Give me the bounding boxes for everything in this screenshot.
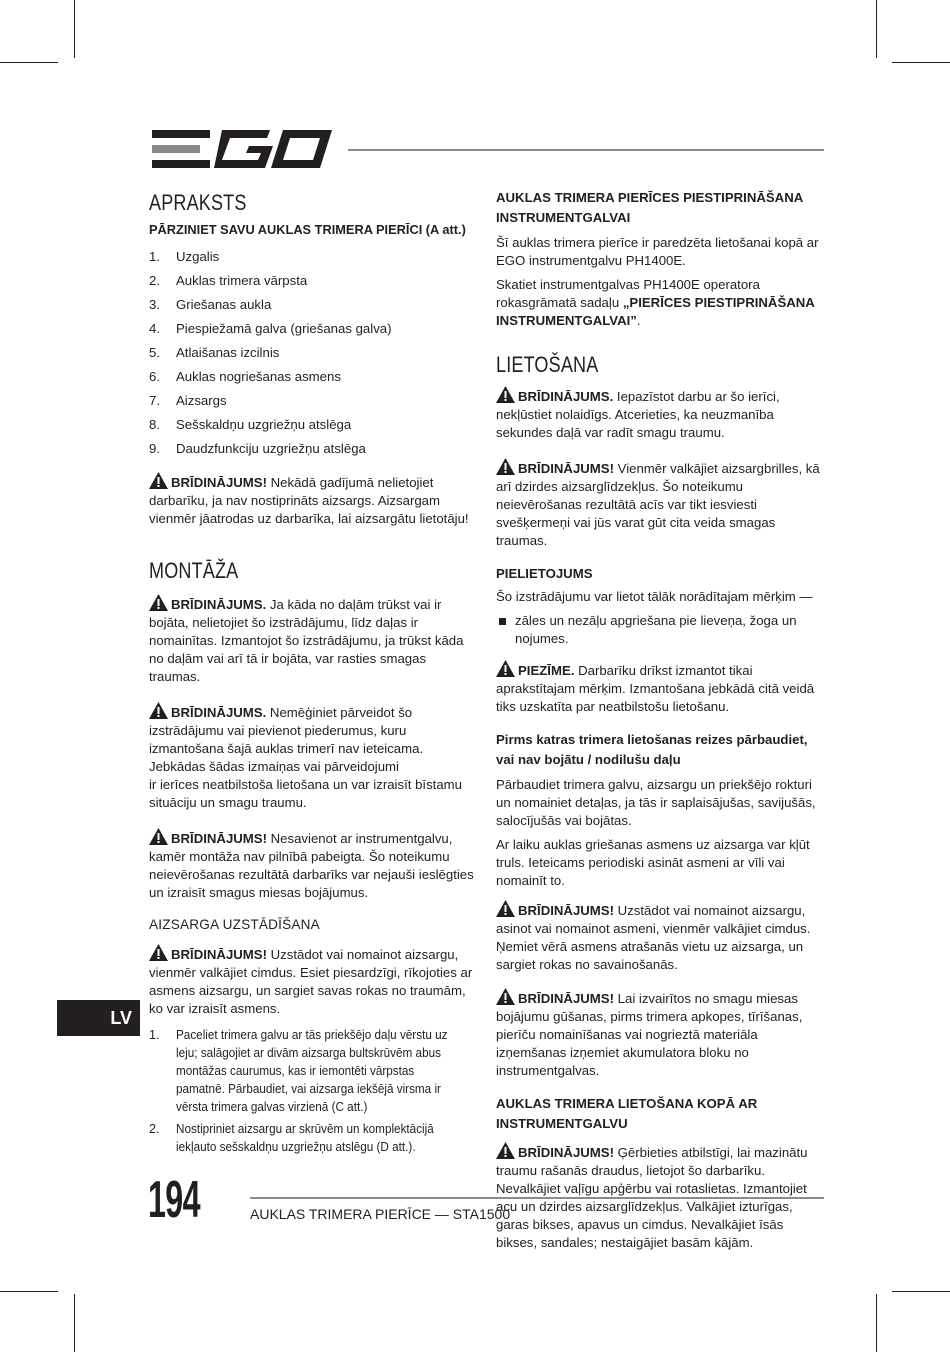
list-item-text: Atlaišanas izcilnis [176,345,280,360]
crop-mark [892,62,950,63]
list-item [149,296,474,314]
list-item [496,612,824,648]
paragraph: Ar laiku auklas griešanas asmens uz aizsarga var kļūt truls. Ieteicams periodiski asināt asmeni ar vīli vai nomainīt to. [496,837,810,888]
list-item-number: 3. [149,297,160,312]
warning-triangle-icon [496,900,515,917]
warning-label: BRĪDINĀJUMS! [171,831,267,846]
warning-triangle-icon [149,944,168,961]
list-item-text: Daudzfunkciju uzgriežņu atslēga [176,441,366,456]
warning-triangle-icon [496,988,515,1005]
warning-triangle-icon [149,472,168,489]
bullet-square-icon [499,618,506,625]
list-item-number: 5. [149,345,160,360]
install-steps [149,1026,474,1156]
section-title-montaza: MONTĀŽA [149,558,239,583]
subsection-title-kopa: AUKLAS TRIMERA LIETOŠANA KOPĀ AR INSTRUMENTGALVU [496,1096,758,1131]
list-item-number: 8. [149,417,160,432]
warning-paragraph [496,458,824,550]
warning-label: BRĪDINĀJUMS! [518,461,614,476]
list-item-number: 1. [149,249,160,264]
list-item-number: 9. [149,441,160,456]
list-item-text: Piespiežamā galva (griešanas galva) [176,321,392,336]
warning-text: Uzstādot vai nomainot aizsargu, vienmēr valkājiet cimdus. Esiet piesardzīgi, rīkojoties ar asmens aizsargu, un sargiet savas rokas no traumām, ko var izraisīt asmens. [149,947,473,1016]
section-title-piestiprinasana: AUKLAS TRIMERA PIERĪCES PIESTIPRINĀŠANA INSTRUMENTGALVAI [496,190,803,225]
step-text: Paceliet trimera galvu ar tās priekšējo daļu vērstu uz leju; salāgojiet ar divām aizsarga bultskrūvēm abus montāžas caurumus, kas ir iemontēti vārpstas pamatnē. Pārbaudiet, vai aizsarga iekšējā virsma ir vērsta trimera galvas virzienā (C att.) [176,1028,448,1114]
warning-triangle-icon [496,458,515,475]
footer-rule [250,1197,824,1199]
list-item-text: Auklas trimera vārpsta [176,273,308,288]
warning-text: Ģērbieties atbilstīgi, lai mazinātu traumu rašanās draudus, lietojot šo darbarīku. Nevalkājiet vaļīgu apģērbu vai rotaslietas. Izmantojiet acu un dzirdes aizsarglīdzekļus. Valkājiet izturīgas, garas bikses, apavus un cimdus. Nevalkājiet īsās bikses, sandales; nestaigājiet basām kājām. [496,1145,808,1250]
warning-text: Vienmēr valkājiet aizsargbrilles, kā arī dzirdes aizsarglīdzekļus. Šo noteikumu neievērošanas rezultātā acīs var tikt iesviesti svešķermeņi vai jūs varat gūt cita veida smagas traumas. [496,461,820,548]
subsection-title-aizsargs: AIZSARGA UZSTĀDĪŠANA [149,917,320,932]
crop-mark [74,0,75,58]
language-tab: LV [57,1000,140,1036]
warning-triangle-icon [496,386,515,403]
warning-text: Nesavienot ar instrumentgalvu, kamēr montāža nav pilnībā pabeigta. Šo noteikumu neievērošanas rezultātā darbarīks var nejauši ieslēgties un izraisīt smagus miesas bojājumus. [149,831,474,900]
list-item [149,320,474,338]
crop-mark [74,1294,75,1352]
list-item [149,248,474,266]
warning-text: Nekādā gadījumā nelietojiet darbarīku, ja nav nostiprināts aizsargs. Aizsargam vienmēr jāatrodas uz darbarīka, lai aizsargātu lietotāju! [149,475,469,526]
warning-label: BRĪDINĀJUMS! [171,475,267,490]
warning-label: BRĪDINĀJUMS! [518,903,614,918]
warning-paragraph [149,594,474,686]
text: . [636,313,641,328]
note-label: PIEZĪME. [518,663,575,678]
parts-list [149,248,474,458]
usage-list [496,612,824,648]
warning-triangle-icon [496,1142,515,1159]
crop-mark [892,1291,950,1292]
warning-text: Nemēģiniet pārveidot šo izstrādājumu vai pievienot piederumus, kuru izmantošana šajā auklas trimerī nav ieteicama. Jebkādas šādas izmaiņas vai pārveidojumi [149,705,424,774]
warning-label: BRĪDINĀJUMS! [171,947,267,962]
step-item [149,1026,474,1116]
left-column [149,190,474,1160]
footer-doc-title: AUKLAS TRIMERA PIERĪCE — STA1500 [250,1206,511,1222]
step-item [149,1120,474,1156]
note-text: Darbarīku drīkst izmantot tikai aprakstītajam mērķim. Izmantošana jebkādā citā veidā tiks uzskatīta par neatbilstošu lietošanu. [496,663,815,714]
warning-paragraph [149,472,474,528]
note-paragraph [496,660,824,716]
subtitle-parziniet: PĀRZINIET SAVU AUKLAS TRIMERA PIERĪCI (A att.) [149,222,466,237]
warning-label: BRĪDINĀJUMS. [518,389,614,404]
warning-paragraph [496,386,824,442]
section-title-lietosana: LIETOŠANA [496,352,599,377]
crop-mark [876,1294,877,1352]
crop-mark [0,62,58,63]
step-number: 2. [149,1122,160,1136]
warning-triangle-icon [149,702,168,719]
list-item-text: Uzgalis [176,249,220,264]
text: Skatiet instrumentgalvas PH1400E operatora rokasgrāmatā sadaļu [496,277,760,310]
paragraph: Šī auklas trimera pierīce ir paredzēta lietošanai kopā ar EGO instrumentgalvu PH1400E. [496,235,819,268]
warning-text: Uzstādot vai nomainot aizsargu, asinot vai nomainot asmeni, vienmēr valkājiet cimdus. Ņemiet vērā asmens atrašanās vietu uz aizsarga, un sargiet rokas no savainošanās. [496,903,811,972]
paragraph: Pārbaudiet trimera galvu, aizsargu un priekšējo rokturi un nomainiet detaļas, ja tās ir saplaisājušas, savijušās, salocījušās vai bojātas. [496,777,816,828]
subsection-title-pielietojums: PIELIETOJUMS [496,566,593,581]
warning-triangle-icon [496,660,515,677]
warning-text: Ja kāda no daļām trūkst vai ir bojāta, nelietojiet šo izstrādājumu, līdz daļas ir nomainītas. Izmantojot šo izstrādājumu, ja trūkst kāda no daļām vai arī tā ir bojāta, var rasties smagas traumas. [149,597,464,684]
ego-logo [150,128,332,170]
warning-triangle-icon [149,594,168,611]
step-number: 1. [149,1028,160,1042]
reference-section-name: „PIERĪCES PIESTIPRINĀŠANA INSTRUMENTGALVAI” [496,295,815,328]
list-item [149,344,474,362]
step-text: Nostipriniet aizsargu ar skrūvēm un komplektācijā iekļauto sešskaldņu uzgriežņu atslēgu (D att.). [176,1122,434,1154]
warning-text: Lai izvairītos no smagu miesas bojājumu gūšanas, pirms trimera apkopes, tīrīšanas, pierīču nomainīšanas vai nogrieztā materiāla izņemšanas izņemiet akumulatora bloku no instrumentgalvas. [496,991,803,1078]
list-item [149,368,474,386]
list-item-text: Sešskaldņu uzgriežņu atslēga [176,417,352,432]
section-title-apraksts: APRAKSTS [149,190,247,215]
warning-triangle-icon [149,828,168,845]
header-rule [348,149,824,151]
page-number: 194 [148,1171,200,1229]
paragraph-reference [496,276,824,330]
list-item-text: Griešanas aukla [176,297,272,312]
warning-paragraph [496,900,824,974]
list-item [149,416,474,434]
warning-paragraph [149,702,474,812]
warning-label: BRĪDINĀJUMS! [518,991,614,1006]
warning-text-continued: ir ierīces neatbilstoša lietošana un var izraisīt bīstamu situāciju un smagu traumu. [149,777,462,810]
list-item-text: Auklas nogriešanas asmens [176,369,341,384]
crop-mark [876,0,877,58]
right-column [496,188,824,1252]
paragraph: Šo izstrādājumu var lietot tālāk norādītajam mērķim — [496,589,813,604]
list-item-number: 7. [149,393,160,408]
list-item-text: Aizsargs [176,393,227,408]
warning-label: BRĪDINĀJUMS. [171,705,267,720]
list-item-number: 6. [149,369,160,384]
subsection-title-parbaude: Pirms katras trimera lietošanas reizes pārbaudiet, vai nav bojātu / nodilušu daļu [496,732,808,767]
crop-mark [0,1291,58,1292]
list-item [149,392,474,410]
warning-paragraph [149,944,474,1018]
warning-paragraph [149,828,474,902]
warning-text: Iepazīstot darbu ar šo ierīci, nekļūstiet nolaidīgs. Atcerieties, ka neuzmanība sekundes daļā var radīt smagu traumu. [496,389,780,440]
warning-label: BRĪDINĀJUMS. [171,597,267,612]
list-item-text: zāles un nezāļu apgriešana pie lieveņa, žoga un nojumes. [515,613,797,646]
warning-label: BRĪDINĀJUMS! [518,1145,614,1160]
warning-paragraph [496,988,824,1080]
list-item-number: 2. [149,273,160,288]
list-item-number: 4. [149,321,160,336]
list-item [149,440,474,458]
list-item [149,272,474,290]
